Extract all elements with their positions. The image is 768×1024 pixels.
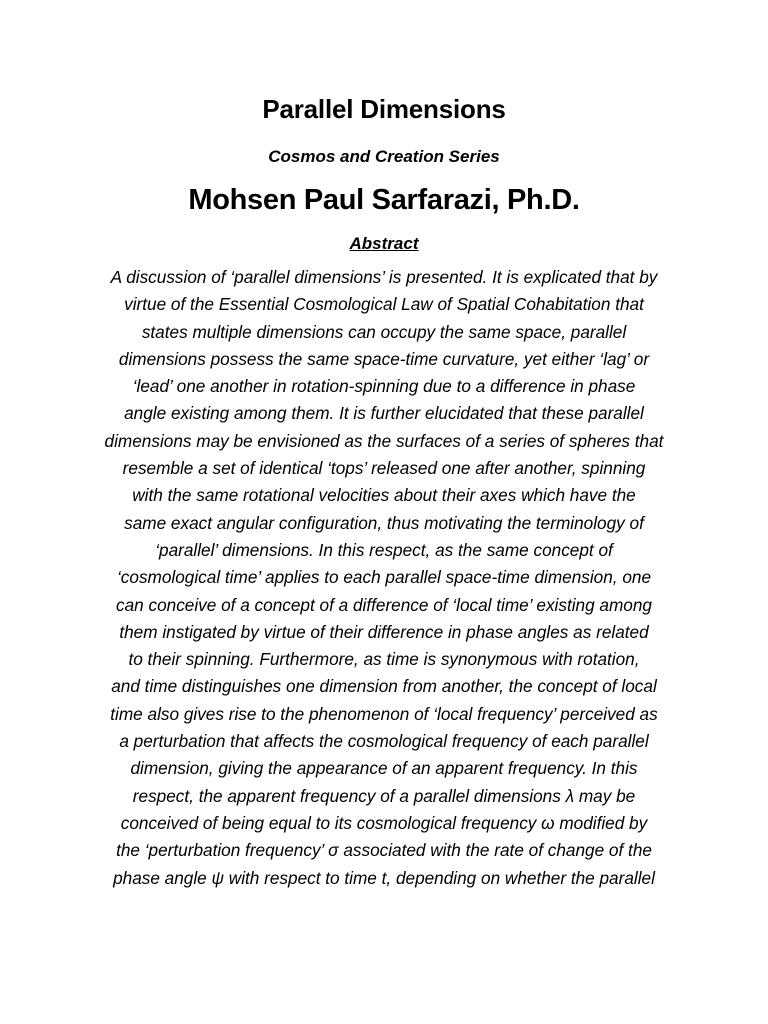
document-title: Parallel Dimensions xyxy=(262,94,506,124)
abstract-line: and time distinguishes one dimension from another, the concept of local xyxy=(111,676,657,697)
abstract-line: same exact angular configuration, thus motivating the terminology of xyxy=(124,512,644,533)
abstract-line: with the same rotational velocities about their axes which have the xyxy=(132,485,636,506)
abstract-line: the ‘perturbation frequency’ σ associated with the rate of change of the xyxy=(116,840,652,861)
abstract-line: ‘parallel’ dimensions. In this respect, as the same concept of xyxy=(155,539,613,560)
abstract-line: dimensions may be envisioned as the surfaces of a series of spheres that xyxy=(104,430,664,451)
abstract-line: ‘lead’ one another in rotation-spinning due to a difference in phase xyxy=(132,376,636,397)
abstract-line: phase angle ψ with respect to time t, depending on whether the parallel xyxy=(113,867,655,888)
abstract-line: a perturbation that affects the cosmological frequency of each parallel xyxy=(119,731,649,752)
abstract-line: dimension, giving the appearance of an apparent frequency. In this xyxy=(130,758,638,779)
abstract-line: them instigated by virtue of their difference in phase angles as related xyxy=(119,621,649,642)
abstract-line: conceived of being equal to its cosmological frequency ω modified by xyxy=(120,812,648,833)
abstract-line: states multiple dimensions can occupy the same space, parallel xyxy=(141,321,627,342)
abstract-line: A discussion of ‘parallel dimensions’ is presented. It is explicated that by xyxy=(110,267,658,287)
abstract-line: ‘cosmological time’ applies to each parallel space-time dimension, one xyxy=(116,567,652,588)
abstract-heading: Abstract xyxy=(349,234,419,253)
author-name: Mohsen Paul Sarfarazi, Ph.D. xyxy=(188,184,580,216)
abstract-line: to their spinning. Furthermore, as time is synonymous with rotation, xyxy=(128,649,640,670)
abstract-line: can conceive of a concept of a difference of ‘local time’ existing among xyxy=(116,594,652,615)
abstract-line: resemble a set of identical ‘tops’ released one after another, spinning xyxy=(122,458,646,479)
abstract-body xyxy=(86,264,682,892)
abstract-line: angle existing among them. It is further elucidated that these parallel xyxy=(124,403,644,424)
abstract-line: respect, the apparent frequency of a parallel dimensions λ may be xyxy=(132,785,636,806)
abstract-line: dimensions possess the same space-time curvature, yet either ‘lag’ or xyxy=(118,348,650,369)
series-subtitle: Cosmos and Creation Series xyxy=(268,147,500,166)
abstract-line: time also gives rise to the phenomenon of ‘local frequency’ perceived as xyxy=(110,703,658,724)
abstract-line: virtue of the Essential Cosmological Law of Spatial Cohabitation that xyxy=(124,294,644,315)
